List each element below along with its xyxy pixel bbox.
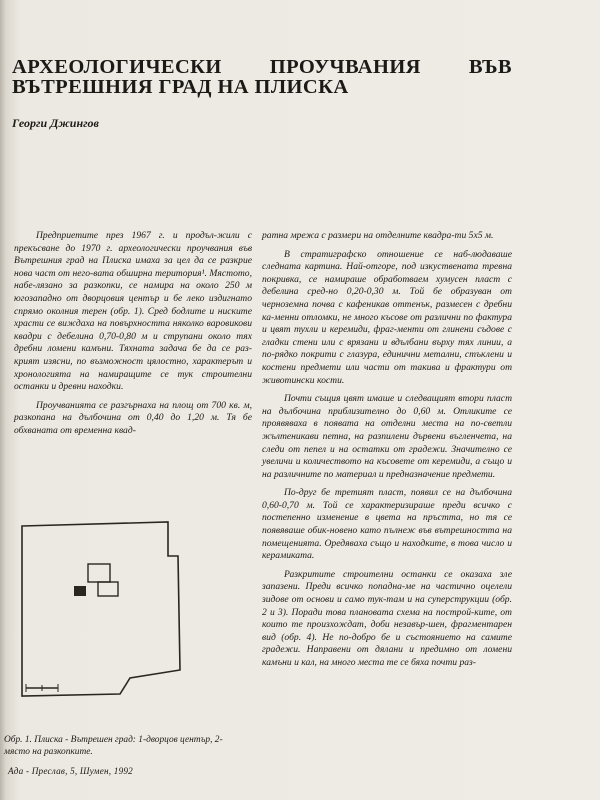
title-word: ВЪВ <box>468 56 512 78</box>
site-plan-figure <box>18 520 188 720</box>
paragraph: ратна мрежа с размери на отделните квадра-ти 5х5 м. <box>262 230 494 241</box>
paragraph: Почти същия цвят имаше и следващият втори пласт на дълбочина приблизително до 0,60 м. Отликите се проявяваха в появата на отделни места на по-светли жълтеникави петна, на разпилени дървени въгленчета, на следи от пепел и на остатки от градежи. Значително се увеличи и количеството на късовете от керемиди, а също и на различните по материал и предназначение предмети. <box>262 393 512 480</box>
title-word: ПРОУЧВАНИЯ <box>269 56 421 78</box>
paragraph: В стратиграфско отношение се наб-людаваше следната картина. Най-отгоре, под изкуствената тревна покривка, се намираше обработваем хумусен пласт с дебелина сред-но 0,20-0,30 м. Той бе образуван от черноземна почва с кафеникав оттенък, размесен с дребни ка-менни отломки, не много късове от различни по фактура и цвят тухли и керемиди, фраг-менти от глинени съдове с гладки стени или с врязани и вдълбани върху тях линии, а по-рядко покрити с глазура, единични метални, стъклени и костени предмети или части от такива и фрактури от животински кости. <box>262 248 512 386</box>
figure-caption: Обр. 1. Плиска - Вътрешен град: 1-дворцов център, 2-място на разкопките. <box>4 735 223 757</box>
title-line-2: ВЪТРЕШНИЯ ГРАД НА ПЛИСКА <box>12 76 349 98</box>
palace-structure <box>98 582 118 596</box>
left-column <box>14 230 252 444</box>
palace-center-marker <box>88 564 110 582</box>
title-word: АРХЕОЛОГИЧЕСКИ <box>12 56 222 78</box>
article-author: Георги Джингов <box>12 116 99 130</box>
paragraph: По-друг бе третият пласт, появил се на дълбочина 0,60-0,70 м. Той се характеризираше преди всичко с постепенно изменение в цвета на пръстта, но тя се появяваше обик-новено като пълнеж във вътрешността на помещенията. Оредяваха също и находките, в това число и керамиката. <box>262 487 512 562</box>
excavation-site-marker <box>74 586 86 596</box>
page-footer: Ада - Преслав, 5, Шумен, 1992 <box>8 766 133 776</box>
paragraph: Предприетите през 1967 г. и продъл-жили с прекъсване до 1970 г. археологически проучвания във Вътрешния град на Плиска имаха за цел да се разкрие нова част от него-вата обширна територия¹. Мястото, набе-лязано за разкопки, се намира на около 250 м югозападно от дворцовия център и бе леко издигнато спрямо околния терен (обр. 1). Сред бодлите и ниските храсти се виждаха на повърхността няколко варовикови квадри с дебелина 0,70-0,80 м и струпани около тях дребни ломени камъни. Тяхната задача бе да се раз-крият изясни, по възможност цялостно, характерът и хронологията на намиращите се тук строителни останки и древни находки. <box>14 230 252 393</box>
title-line-1 <box>12 57 512 77</box>
paragraph: Проучванията се разгърнаха на площ от 700 кв. м, разкопана на дълбочина от 0,40 до 1,20 м. Тя бе обхваната от временна квад- <box>14 399 252 436</box>
right-column <box>262 230 512 676</box>
fortress-wall-outline <box>22 522 180 696</box>
paragraph: Разкритите строителни останки се оказаха зле запазени. Преди всичко попадна-ме на частично оцелели зидове от основи и само тук-там и на суперструкции (обр. 2 и 3). Поради това плановата схема на построй-ките, от които те произхождат, доби незавър-шен, фрагментарен вид (обр. 4). Не по-добро бе и състоянието на самите градежи. Направени от дялани и предимно от ломени камъни и кал, на много места те се бяха почти раз- <box>262 568 512 668</box>
site-plan-drawing <box>18 520 188 715</box>
article-title <box>12 57 512 97</box>
